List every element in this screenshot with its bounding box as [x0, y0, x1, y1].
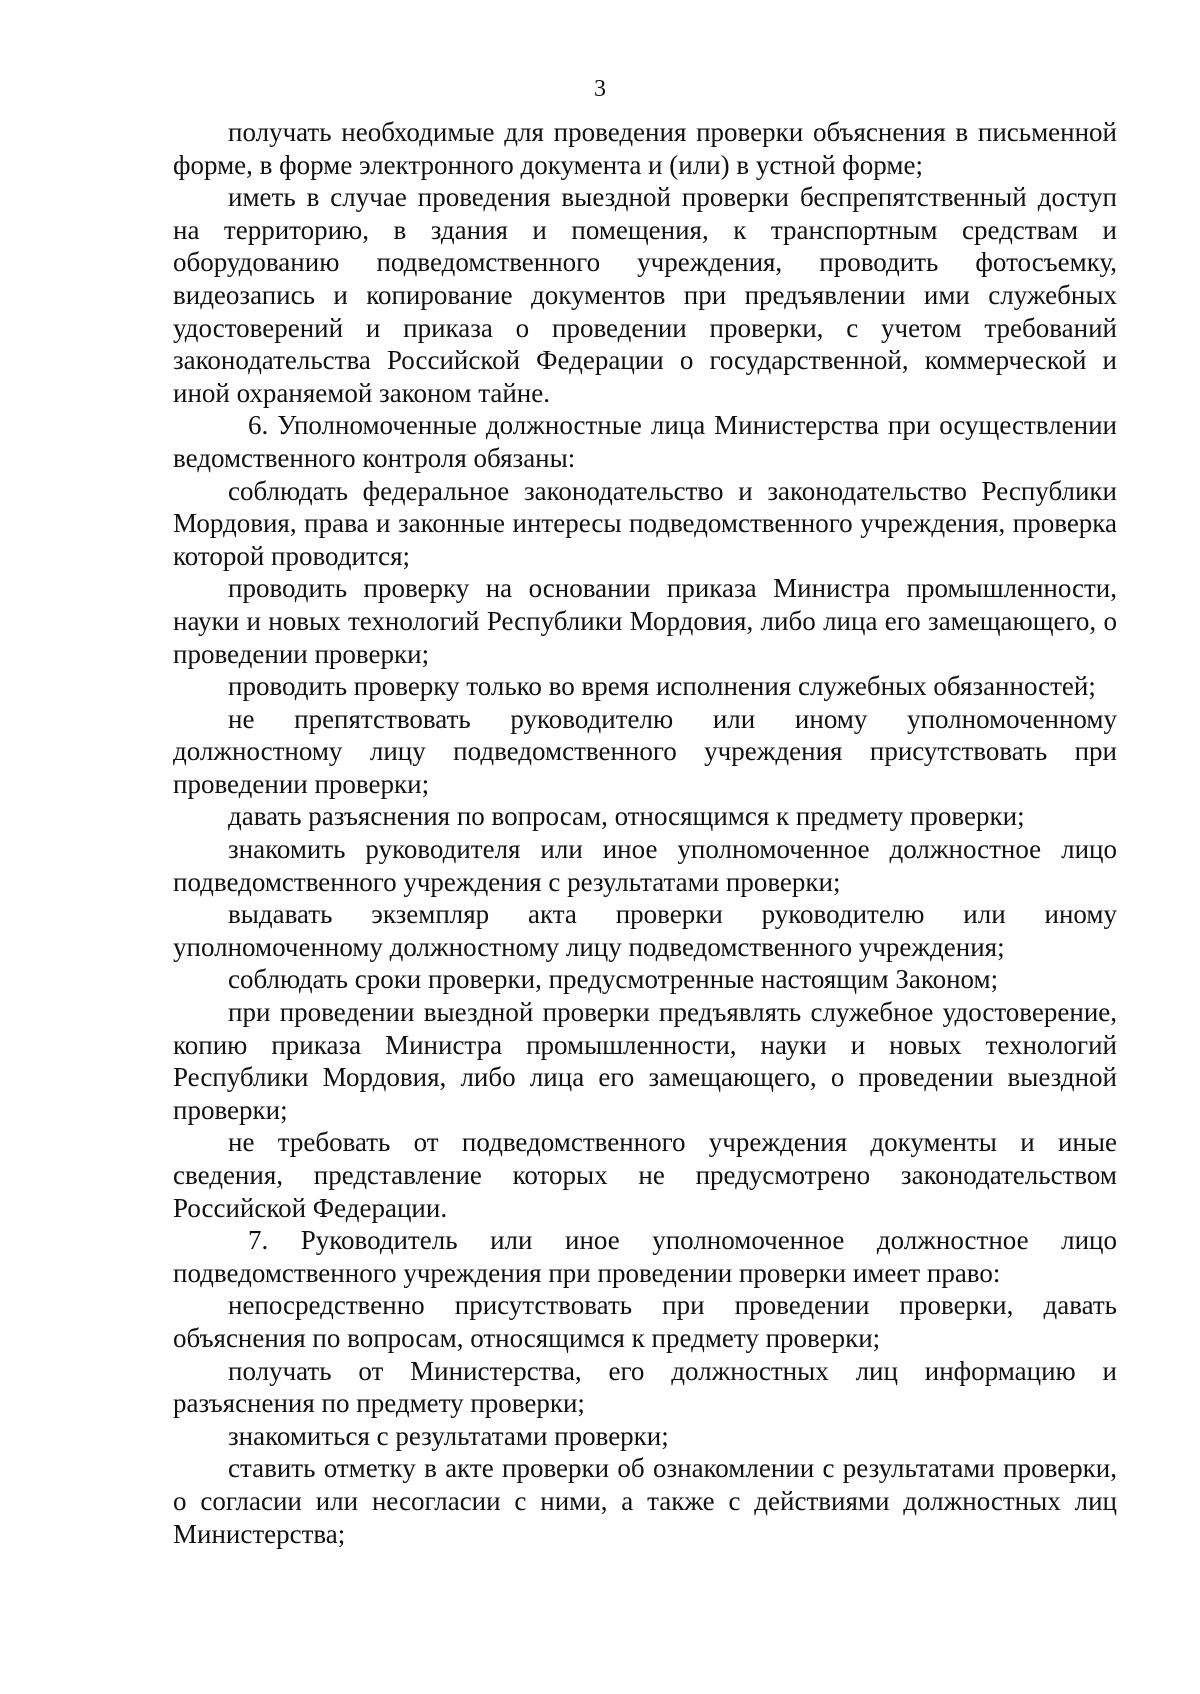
paragraph-mark-in-act: ставить отметку в акте проверки об ознакомлении с результатами проверки, о согласии или несогласии с ними, а также с действиями должностных лиц Министерства; [173, 1453, 1117, 1549]
paragraph-attend-inspection: непосредственно присутствовать при проведении проверки, давать объяснения по вопросам, относящимся к предмету проверки; [173, 1290, 1117, 1353]
paragraph-working-hours: проводить проверку только во время исполнения служебных обязанностей; [228, 671, 1096, 702]
paragraph-observe-deadlines: соблюдать сроки проверки, предусмотренные настоящим Законом; [228, 964, 999, 995]
paragraph-give-clarifications: давать разъяснения по вопросам, относящимся к предмету проверки; [228, 801, 1025, 832]
paragraph-get-acquainted: знакомиться с результатами проверки; [228, 1420, 669, 1451]
paragraph-familiarize-results: знакомить руководителя или иное уполномоченное должностное лицо подведомственного учреждения с результатами проверки; [173, 834, 1117, 897]
page-number: 3 [594, 76, 606, 102]
document-body [173, 116, 1117, 1550]
paragraph-access-rights: иметь в случае проведения выездной проверки беспрепятственный доступ на территорию, в здания и помещения, к транспортным средствам и оборудованию подведомственного учреждения, проводить фотосъемку, видеозапись и копирование документов при предъявлении ими служебных удостоверений и приказа о проведении проверки, с учетом требований законодательства Российской Федерации о государственной, коммерческой и иной охраняемой законом тайне. [173, 182, 1117, 408]
paragraph-observe-legislation: соблюдать федеральное законодательство и законодательство Республики Мордовия, права и законные интересы подведомственного учреждения, проверка которой проводится; [173, 475, 1117, 571]
paragraph-not-obstruct: не препятствовать руководителю или иному уполномоченному должностному лицу подведомственного учреждения присутствовать при проведении проверки; [173, 703, 1117, 799]
paragraph-present-certificate: при проведении выездной проверки предъявлять служебное удостоверение, копию приказа Министра промышленности, науки и новых технологий Республики Мордовия, либо лица его замещающего, о проведении выездной проверки; [173, 997, 1117, 1125]
paragraph-section-7: 7. Руководитель или иное уполномоченное должностное лицо подведомственного учреждения при проведении проверки имеет право: [173, 1225, 1117, 1288]
paragraph-section-6: 6. Уполномоченные должностные лица Министерства при осуществлении ведомственного контроля обязаны: [173, 410, 1117, 473]
paragraph-not-require-documents: не требовать от подведомственного учреждения документы и иные сведения, представление которых не предусмотрено законодательством Российской Федерации. [173, 1127, 1117, 1223]
paragraph-receive-information: получать от Министерства, его должностных лиц информацию и разъяснения по предмету проверки; [173, 1355, 1117, 1419]
paragraph-issue-act: выдавать экземпляр акта проверки руководителю или иному уполномоченному должностному лицу подведомственного учреждения; [173, 899, 1117, 962]
paragraph-order-basis: проводить проверку на основании приказа Министра промышленности, науки и новых технологий Республики Мордовия, либо лица его замещающего, о проведении проверки; [173, 573, 1117, 669]
paragraph-obtain-explanations: получать необходимые для проведения проверки объяснения в письменной форме, в форме электронного документа и (или) в устной форме; [173, 117, 1117, 180]
